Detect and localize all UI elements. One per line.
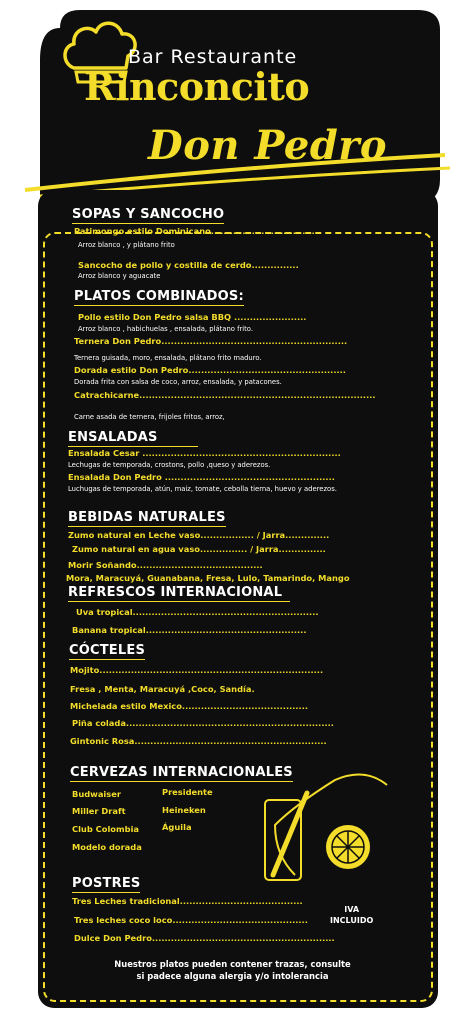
section-title-refrescos: REFRESCOS INTERNACIONAL	[68, 585, 290, 602]
menu-item: Tres Leches tradicional.......................................	[72, 896, 303, 906]
iva-line2: INCLUIDO	[330, 916, 374, 925]
section-title-cocteles: CÓCTELES	[69, 643, 146, 658]
restaurant-name-line2: Don Pedro	[148, 122, 388, 169]
menu-item: Mora, Maracuyá, Guanabana, Fresa, Lulo, Tamarindo, Mango	[66, 573, 350, 583]
menu-item-desc: Luchugas de temporada, atún, maiz, tomate, cebolla tierna, huevo y aderezos.	[68, 485, 337, 493]
menu-item-desc: Arroz blanco y aguacate	[78, 272, 161, 280]
menu-item: Banana tropical...................................................	[72, 625, 307, 635]
menu-item: Dulce Don Pedro..........................................................	[74, 933, 335, 943]
menu-item: Michelada estilo Mexico........................................	[70, 701, 309, 711]
menu-item-desc: Carne asada de ternera, frijoles fritos, arroz,	[74, 413, 225, 421]
menu-item: Uva tropical...........................................................	[76, 607, 319, 617]
footer-line2: si padece alguna alergia y/o intolerancia	[136, 971, 329, 981]
menu-item: Ternera Don Pedro...........................................................	[74, 336, 348, 346]
iva-included-note	[330, 904, 373, 926]
menu-item: Piña colada..................................................................	[72, 718, 334, 728]
menu-item: Gintonic Rosa.............................................................	[70, 736, 327, 746]
beer-item: Miller Draft	[72, 806, 126, 816]
cocktail-glass-icon	[255, 765, 395, 885]
menu-item: Sancocho de pollo y costilla de cerdo...............	[78, 260, 299, 270]
section-title-bebidas: BEBIDAS NATURALES	[68, 510, 226, 525]
restaurant-name-line1: Rinconcito	[84, 64, 310, 109]
section-title-cervezas: CERVEZAS INTERNACIONALES	[70, 765, 293, 780]
menu-item: Mojito.......................................................................	[70, 665, 324, 675]
menu-item-desc: Ternera guisada, moro, ensalada, plátano frito maduro.	[74, 354, 262, 362]
beer-item: Modelo dorada	[72, 842, 142, 852]
menu-item: Zumo natural en Leche vaso................. / Jarra..............	[68, 530, 330, 540]
menu-item: Pollo estilo Don Pedro salsa BBQ .......................	[78, 312, 307, 322]
allergy-footer	[60, 958, 405, 982]
menu-item-desc: Arroz blanco , habichuelas , ensalada, plátano frito.	[78, 325, 254, 333]
menu-item-desc: Arroz blanco , y plátano frito	[78, 241, 175, 249]
menu-item: Ensalada Cesar ...............................................................	[68, 448, 341, 458]
section-title-ensaladas: ENSALADAS	[68, 430, 198, 447]
menu-item: Zumo natural en agua vaso............... / Jarra...............	[72, 544, 326, 554]
section-title-platos: PLATOS COMBINADOS:	[74, 289, 244, 304]
menu-item: Dorada estilo Don Pedro..................................................	[74, 365, 346, 375]
beer-item: Águila	[162, 822, 192, 832]
menu-item: Tres leches coco loco...........................................	[74, 915, 308, 925]
menu-item: Ensalada Don Pedro ......................................................	[68, 472, 335, 482]
beer-item: Club Colombia	[72, 824, 140, 834]
menu-item: Fresa , Menta, Maracuyá ,Coco, Sandía.	[70, 684, 255, 694]
menu-item: Morir Soñando........................................	[68, 560, 263, 570]
beer-item: Heineken	[162, 805, 206, 815]
footer-line1: Nuestros platos pueden contener trazas, consulte	[114, 959, 351, 969]
beer-item: Budwaiser	[72, 789, 121, 799]
menu-item: Patimongo estilo Dominicano.................................	[74, 226, 315, 236]
beer-item: Presidente	[162, 787, 213, 797]
restaurant-subtitle: Bar Restaurante	[128, 46, 298, 68]
menu-item-desc: Lechugas de temporada, crostons, pollo ,queso y aderezos.	[68, 461, 271, 469]
menu-item: Catrachicarne...........................................................................	[74, 390, 376, 400]
section-title-sopas: SOPAS Y SANCOCHO	[72, 207, 225, 222]
menu-item-desc: Dorada frita con salsa de coco, arroz, ensalada, y patacones.	[74, 378, 282, 386]
section-title-postres: POSTRES	[72, 876, 141, 891]
iva-line1: IVA	[344, 905, 360, 914]
